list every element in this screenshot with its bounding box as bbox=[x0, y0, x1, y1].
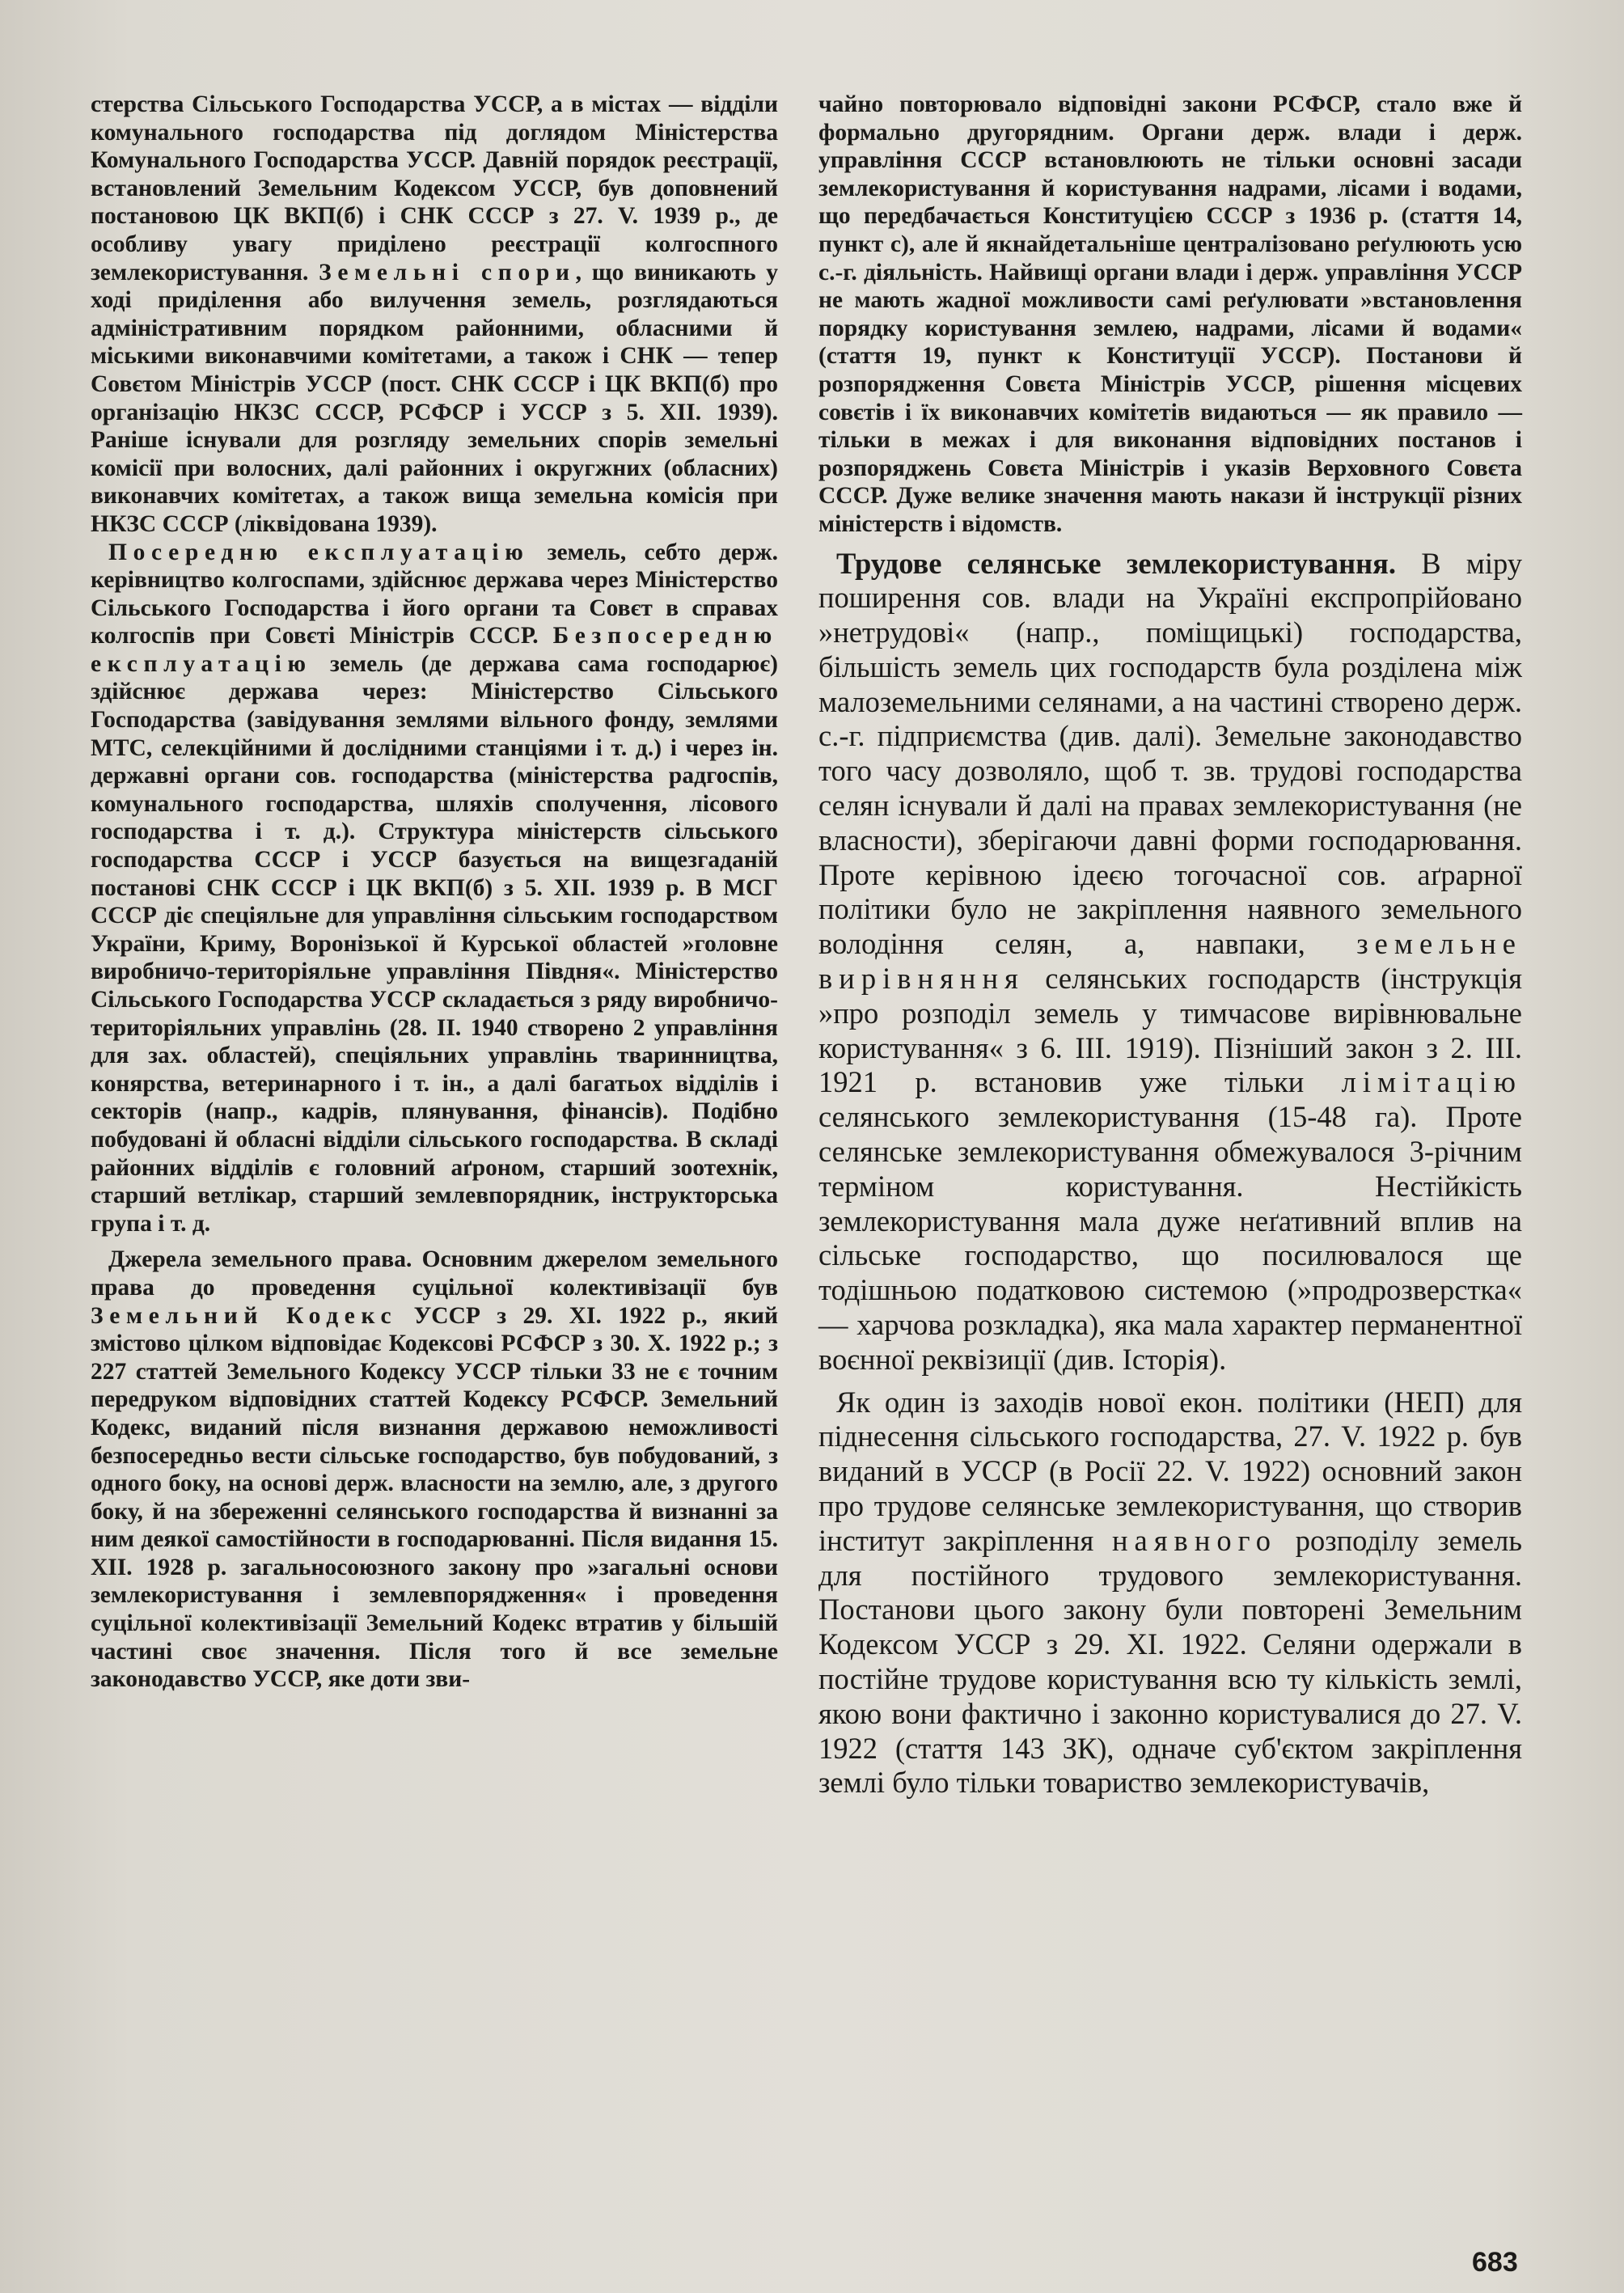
spaced-term: Посередню експлуатацію bbox=[108, 539, 530, 565]
spaced-term: Безпосередню експлуатацію bbox=[91, 623, 778, 677]
left-column bbox=[91, 91, 778, 1694]
paragraph-land-registration-disputes: стерства Сільського Господарства УССР, а в містах — відділи комунального господарства під доглядом Міністерства Комунального Господарства УССР. Давній порядок реєстрації, встановлений Земельним Кодексом УССР, був доповнений постановою ЦК ВКП(б) і СНК СССР з 27. V. 1939 р., де особливу увагу приділено реєстрації колгоспного землекористування. Земельні спори, що виникають у ході приділення або вилучення земель, розглядаються адміністративним порядком районними, обласними й міськими виконавчими комітетами, а також і СНК — тепер Совєтом Міністрів УССР (пост. СНК СССР і ЦК ВКП(б) про організацію НКЗС СССР, РСФСР і УССР з 5. XII. 1939). Раніше існували для розгляду земельних спорів земельні комісії при волосних, далі районних і округжних (обласних) виконавчих комітетах, а також вища земельна комісія при НКЗС СССР (ліквідована 1939). bbox=[91, 91, 778, 537]
section-heading: Трудове селянське землекористування. bbox=[836, 546, 1397, 580]
paragraph-legislation-continuation: чайно повторювало відповідні закони РСФСР, стало вже й формально другорядним. Органи держ. влади і держ. управління СССР встановлюють не тільки основні засади землекористування й користування надрами, лісами і водами, що передбачається Конституцією СССР з 1936 р. (стаття 14, пункт с), але й якнайдетальніше централізовано реґулюють усю с.-г. діяльність. Найвищі органи влади і держ. управління УССР не мають жадної можливости самі реґулювати »встановлення порядку користування землею, надрами, лісами й водами« (стаття 19, пункт к Конституції УССР). Постанови й розпорядження Совєта Міністрів УССР, рішення місцевих совєтів і їх виконавчих комітетів видаються — як правило — тільки в межах і для виконання відповідних постанов і розпоряджень Совєта Міністрів і указів Верховного Совєта СССР. Дуже велике значення мають накази й інструкції різних міністерств і відомств. bbox=[818, 91, 1522, 537]
spaced-term: наявного bbox=[1111, 1523, 1278, 1557]
page-number: 683 bbox=[1472, 2247, 1518, 2278]
paragraph-nep-land-law: Як один із заходів нової екон. політики (НЕП) для піднесення сільського господарства, 27. V. 1922 р. був виданий в УССР (в Росії 22. V. 1922) основний закон про трудове селянське землекористування, що створив інститут закріплення наявного розподілу земель для постійного трудового землекористування. Постанови цього закону були повторені Земельним Кодексом УССР з 29. XI. 1922. Селяни одержали в постійне трудове користування всю ту кількість землі, якою вони фактично і законно користувалися до 27. V. 1922 (стаття 143 ЗК), одначе суб'єктом закріплення землі було тільки товариство землекористувачів, bbox=[818, 1385, 1522, 1800]
paragraph-sources-of-land-law: Джерела земельного права. Основним джерелом земельного права до проведення суцільної колективізації був Земельний Кодекс УССР з 29. XI. 1922 р., який змістово цілком відповідає Кодексові РСФСР з 30. X. 1922 р.; з 227 статтей Земельного Кодексу УССР тільки 33 не є точним передруком відповідних статтей Кодексу РСФСР. Земельний Кодекс, виданий після визнання державою неможливості безпосередньо вести сільське господарство, був побудований, з одного боку, на основі держ. власности на землю, але, з другого боку, й на збереженні селянського господарства й визнанні за ним деякої самостійности в господарюванні. Після видання 15. XII. 1928 р. загальносоюзного закону про »загальні основи землекористування і землевпорядження« і проведення суцільної колективізації Земельний Кодекс втратив у більшій частині своє значення. Після того й все земельне законодавство УССР, яке доти зви- bbox=[91, 1246, 778, 1693]
spaced-term: лімітацію bbox=[1341, 1065, 1522, 1099]
paragraph-land-exploitation: Посередню експлуатацію земель, себто держ. керівництво колгоспами, здійснює держава через Міністерство Сільського Господарства і його органи та Совєт в справах колгоспів при Совєті Міністрів СССР. Безпосередню експлуатацію земель (де держава сама господарює) здійснює держава через: Міністерство Сільського Господарства (завідування землями вільного фонду, землями МТС, селекційними й дослідними станціями і т. д.) і через ін. державні органи сов. господарства (міністерства радгоспів, комунального господарства, шляхів сполучення, лісового господарства і т. д.). Структура міністерств сільського господарства СССР і УССР базується на вищезгаданій постанові СНК СССР і ЦК ВКП(б) з 5. XII. 1939 р. В МСГ СССР діє спеціяльне для управління сільським господарством України, Криму, Воронізької й Курської областей »головне виробничо-територіяльне управління Півдня«. Міністерство Сільського Господарства УССР складається з ряду виробничо-територіяльних управлінь (28. II. 1940 створено 2 управління для зах. областей), спеціяльних управлінь тваринництва, конярства, ветеринарного і т. ін., а далі багатьох відділів і секторів (напр., кадрів, плянування, фінансів). Подібно побудовані й обласні відділи сільського господарства. В складі районних відділів є головний аґроном, старший зоотехнік, старший ветлікар, старший землевпорядник, інструкторська група і т. д. bbox=[91, 539, 778, 1237]
spaced-term: земельне вирівняння bbox=[818, 927, 1522, 996]
spaced-term: Земельний Кодекс bbox=[91, 1302, 398, 1329]
right-column bbox=[818, 91, 1522, 1800]
section-heading: Джерела земельного права. bbox=[108, 1246, 412, 1273]
paragraph-labor-land-use: Трудове селянське землекористування. В міру поширення сов. влади на Україні експропрійовано »нетрудові« (напр., поміщицькі) господарства, більшість земель цих господарств була розділена між малоземельними селянами, а на частині створено держ. с.-г. підприємства (див. далі). Земельне законодавство того часу дозволяло, щоб т. зв. трудові господарства селян існували й далі на правах землекористування (не власности), зберігаючи давні форми господарювання. Проте керівною ідеєю тогочасної сов. аґрарної політики було не закріплення наявного земельного володіння селян, а, навпаки, земельне вирівняння селянських господарств (інструкція »про розподіл земель у тимчасове вирівнювальне користування« з 6. III. 1919). Пізніший закон з 2. III. 1921 р. встановив уже тільки лімітацію селянського землекористування (15-48 га). Проте селянське землекористування обмежувалося 3-річним терміном користування. Нестійкість землекористування мала дуже неґативний вплив на сільське господарство, що посилювалося ще тодішньою податковою системою (»продрозверстка« — харчова розкладка), яка мала характер перманентної воєнної реквізиції (див. Історія). bbox=[818, 546, 1522, 1376]
spaced-term: Земельні спори bbox=[319, 259, 576, 286]
